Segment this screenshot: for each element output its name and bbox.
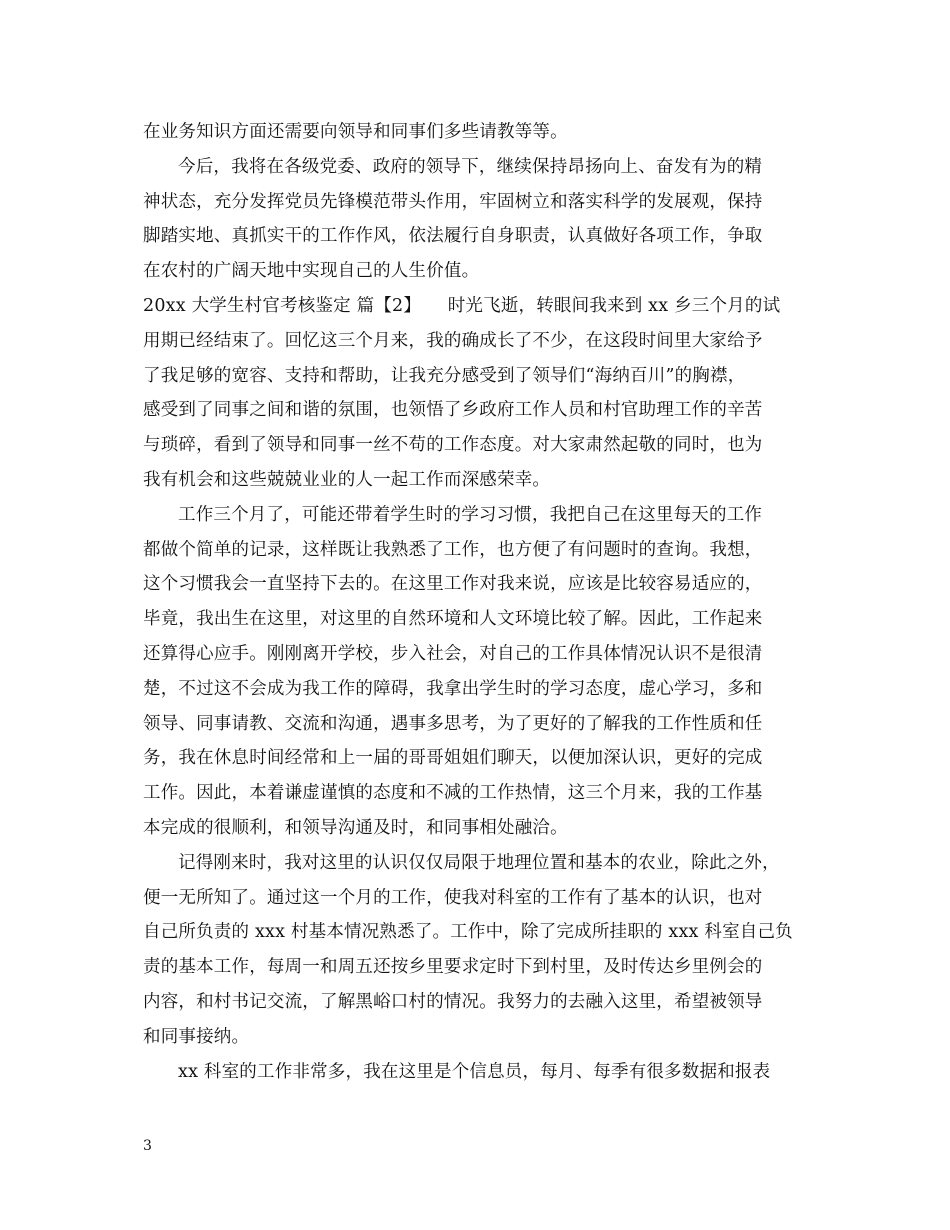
paragraph-first-line: 记得刚来时，我对这里的认识仅仅局限于地理位置和基本的农业，除此之外，	[178, 852, 780, 873]
text-line: 务，我在休息时间经常和上一届的哥哥姐姐们聊天，以便加深认识，更好的完成	[143, 748, 763, 769]
text-line: 内容，和村书记交流，了解黑峪口村的情况。我努力的去融入这里，希望被领导	[143, 991, 763, 1012]
paragraph-first-line: 工作三个月了，可能还带着学生时的学习习惯，我把自己在这里每天的工作	[178, 504, 763, 525]
text-line: 和同事接纳。	[143, 1026, 250, 1047]
text-line: 我有机会和这些兢兢业业的人一起工作而深感荣幸。	[143, 469, 551, 490]
text-line: 责的基本工作，每周一和周五还按乡里要求定时下到村里，及时传达乡里例会的	[143, 957, 763, 978]
text-line: 了我足够的宽容、支持和帮助，让我充分感受到了领导们“海纳百川”的胸襟，	[143, 365, 746, 386]
text-line: 脚踏实地、真抓实干的工作作风，依法履行自身职责，认真做好各项工作，争取	[143, 226, 763, 247]
text-line: 都做个简单的记录，这样既让我熟悉了工作，也方便了有问题时的查询。我想，	[143, 539, 763, 560]
paragraph-first-line: xx 科室的工作非常多，我在这里是个信息员，每月、每季有很多数据和报表	[178, 1061, 771, 1082]
text-line: 与琐碎，看到了领导和同事一丝不苟的工作态度。对大家肃然起敬的同时，也为	[143, 435, 763, 456]
text-line: 在农村的广阔天地中实现自己的人生价值。	[143, 261, 480, 282]
text-line: 工作。因此，本着谦虚谨慎的态度和不减的工作热情，这三个月来，我的工作基	[143, 783, 763, 804]
text-line: 在业务知识方面还需要向领导和同事们多些请教等等。	[143, 122, 568, 142]
paragraph-first-line: 今后，我将在各级党委、政府的领导下，继续保持昂扬向上、奋发有为的精	[178, 156, 763, 177]
text-line: 20xx 大学生村官考核鉴定 篇【2】 时光飞逝，转眼间我来到 xx 乡三个月的试	[143, 295, 781, 316]
text-line: 本完成的很顺利，和领导沟通及时，和同事相处融洽。	[143, 817, 568, 838]
text-line: 楚，不过这不会成为我工作的障碍，我拿出学生时的学习态度，虚心学习，多和	[143, 678, 763, 699]
text-line: 感受到了同事之间和谐的氛围，也领悟了乡政府工作人员和村官助理工作的辛苦	[143, 400, 763, 421]
text-line: 自己所负责的 xxx 村基本情况熟悉了。工作中，除了完成所挂职的 xxx 科室自己负	[143, 922, 793, 943]
text-line: 这个习惯我会一直坚持下去的。在这里工作对我来说，应该是比较容易适应的，	[143, 574, 763, 595]
page-number: 3	[143, 1138, 152, 1154]
document-body	[143, 115, 815, 1089]
text-line: 用期已经结束了。回忆这三个月来，我的确成长了不少，在这段时间里大家给予	[143, 330, 763, 351]
text-line: 毕竟，我出生在这里，对这里的自然环境和人文环境比较了解。因此，工作起来	[143, 609, 763, 630]
text-line: 便一无所知了。通过这一个月的工作，使我对科室的工作有了基本的认识，也对	[143, 887, 763, 908]
text-line: 神状态，充分发挥党员先锋模范带头作用，牢固树立和落实科学的发展观，保持	[143, 191, 763, 212]
text-line: 还算得心应手。刚刚离开学校，步入社会，对自己的工作具体情况认识不是很清	[143, 643, 763, 664]
text-line: 领导、同事请教、交流和沟通，遇事多思考，为了更好的了解我的工作性质和任	[143, 713, 763, 734]
